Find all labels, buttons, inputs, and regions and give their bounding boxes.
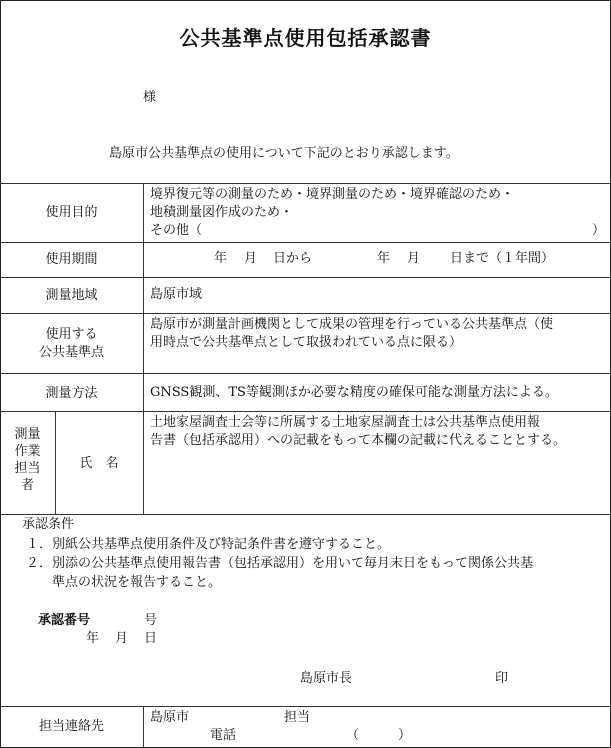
period-to-year: 年 [377,251,391,266]
seal-mark: 印 [495,671,509,686]
points-line2: 用時点で公共基準点として取扱われている点に限る） [150,335,463,350]
conditions-item1: １．別紙公共基準点使用条件及び特記条件書を遵守すること。 [26,537,391,552]
addressee-suffix: 様 [143,90,157,105]
period-to-day: 日まで（１年間） [450,251,555,266]
surveyor-label-1: 測量 [14,427,41,442]
period-from-month: 月 [244,251,258,266]
intro-text: 島原市公共基準点の使用について下記のとおり承認します。 [109,146,459,161]
approval-year: 年 [86,631,100,646]
approval-number-suffix: 号 [144,613,158,628]
purpose-line2: 地積測量図作成のため・ [150,205,294,220]
purpose-label: 使用目的 [45,205,98,220]
conditions-item2-line2: 準点の状況を報告すること。 [52,575,222,590]
points-line1: 島原市が測量計画機関として成果の管理を行っている公共基準点（使 [150,317,554,332]
method-value: GNSS観測、TS等観測ほか必要な精度の確保可能な測量方法による。 [150,385,558,400]
contact-phone-label: 電話 [210,728,237,743]
approval-number-label: 承認番号 [38,613,91,628]
purpose-line1: 境界復元等の測量のため・境界測量のため・境界確認のため・ [150,187,515,202]
contact-phone-open: （ [346,728,360,743]
area-label: 測量地域 [45,288,98,303]
approval-day: 日 [144,631,158,646]
contact-person-label: 担当 [284,710,311,725]
rule-area-bottom [0,313,611,314]
rule-contact-column [143,706,144,748]
rule-period-bottom [0,277,611,278]
form-title: 公共基準点使用包括承認書 [179,26,432,50]
rule-method-bottom [0,411,611,412]
points-label-line2: 公共基準点 [38,345,104,360]
approval-month: 月 [115,631,129,646]
conditions-item2-line1: ２．別添の公共基準点使用報告書（包括承認用）を用いて毎月末日をもって関係公共基 [26,556,534,571]
mayor-title: 島原市長 [300,671,353,686]
surveyor-line2: 告書（包括承認用）への記載をもって本欄の記載に代えることとする。 [150,433,567,448]
rule-purpose-bottom [0,242,611,243]
points-label-line1: 使用する [45,327,98,342]
period-from-year: 年 [214,251,228,266]
period-to-month: 月 [407,251,421,266]
contact-phone-close: ） [398,728,412,743]
rule-surveyor-bottom [0,514,611,515]
method-label: 測量方法 [45,386,98,401]
surveyor-label-4: 者 [20,478,34,493]
conditions-heading: 承認条件 [22,517,75,532]
period-from-day: 日から [273,251,313,266]
area-value: 島原市域 [150,287,203,302]
period-label: 使用期間 [45,252,98,267]
surveyor-label-2: 作業 [14,444,41,459]
rule-table-top [0,183,611,184]
surveyor-label-3: 担当 [14,461,41,476]
rule-label-column [143,183,144,514]
contact-label: 担当連絡先 [38,719,104,734]
contact-city: 島原市 [150,710,190,725]
surveyor-name-label: 氏 名 [79,456,119,471]
rule-contact-top [0,706,611,707]
purpose-other: その他（ [150,223,203,238]
surveyor-line1: 土地家屋調査士会等に所属する土地家屋調査士は公共基準点使用報 [150,415,541,430]
rule-points-bottom [0,373,611,374]
purpose-other-close: ） [592,223,606,238]
